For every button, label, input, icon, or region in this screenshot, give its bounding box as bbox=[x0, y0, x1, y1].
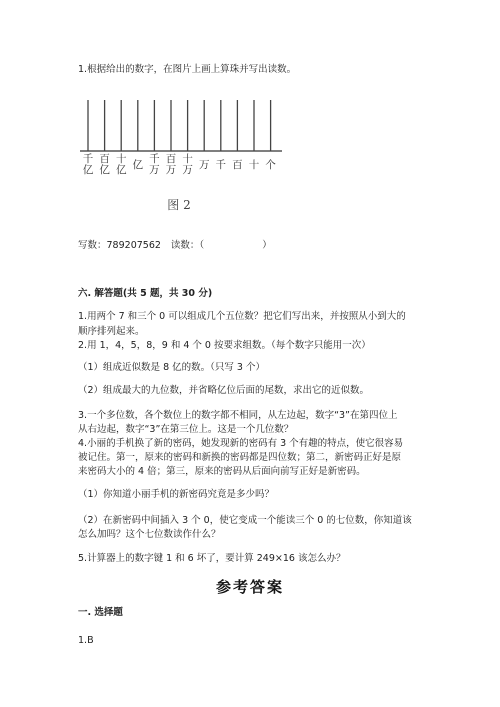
abacus-place-label: 亿 bbox=[132, 159, 144, 171]
abacus-place-label: 十 万 bbox=[182, 153, 193, 176]
read-close: ） bbox=[262, 240, 272, 251]
written-number: 789207562 bbox=[106, 240, 161, 251]
abacus-place-label: 千 亿 bbox=[82, 153, 94, 176]
question-line: （1）你知道小丽手机的新密码究竟是多少吗？ bbox=[78, 489, 275, 500]
abacus-place-label: 百 亿 bbox=[99, 153, 110, 176]
abacus-place-label: 个 bbox=[265, 159, 276, 171]
read-label: 读数：（ bbox=[170, 240, 205, 251]
answers-title: 参考答案 bbox=[215, 578, 284, 596]
abacus-place-label: 百 万 bbox=[165, 153, 177, 176]
abacus-label-row bbox=[78, 153, 284, 181]
question-line: 1.用两个 7 和三个 0 可以组成几个五位数？把它们写出来，并按照从小到大的 bbox=[78, 311, 406, 322]
write-label: 写数： bbox=[78, 240, 107, 251]
answer-first: 1.B bbox=[78, 635, 94, 646]
question-line: 顺序排列起来。 bbox=[78, 326, 145, 337]
abacus-place-label: 十 亿 bbox=[115, 153, 127, 176]
question-line: 4.小丽的手机换了新的密码，她发现新的密码有 3 个有趣的特点，使它很容易 bbox=[78, 438, 404, 449]
section-title: 六. 解答题(共 5 题，共 30 分) bbox=[78, 288, 213, 299]
question-line: 5.计算器上的数字键 1 和 6 坏了，要计算 249×16 该怎么办？ bbox=[78, 553, 346, 564]
question-line: （2）组成最大的九位数，并省略亿位后面的尾数，求出它的近似数。 bbox=[78, 385, 370, 396]
question-line: （1）组成近似数是 8 亿的数。（只写 3 个） bbox=[78, 362, 265, 373]
answer-line bbox=[78, 239, 272, 252]
question-line: 3.一个多位数，各个数位上的数字都不相同，从左边起，数字“3”在第四位上 bbox=[78, 410, 398, 421]
figure-caption: 图 2 bbox=[167, 198, 191, 212]
abacus-place-label: 千 万 bbox=[149, 153, 160, 176]
question-line: 来密码大小的 4 倍；第三，原来的密码从后面向前写正好是新密码。 bbox=[78, 466, 366, 477]
abacus-place-label: 万 bbox=[198, 159, 210, 171]
question-line: 从右边起，数字“3”在第三位上。这是一个几位数？ bbox=[78, 424, 294, 435]
abacus-place-label: 千 bbox=[215, 159, 227, 171]
abacus-place-label: 十 bbox=[248, 159, 260, 171]
question-1-instruction: 1.根据给出的数字，在图片上画上算珠并写出读数。 bbox=[78, 64, 297, 75]
question-line: 怎么加吗？这个七位数读作什么？ bbox=[78, 529, 221, 540]
question-line: 2.用 1，4，5，8，9 和 4 个 0 按要求组数。（每个数字只能用一次） bbox=[78, 340, 371, 351]
abacus-figure bbox=[78, 96, 284, 216]
abacus-place-label: 百 bbox=[232, 159, 243, 171]
answers-section: 一. 选择题 bbox=[78, 607, 123, 618]
question-line: 被记住。第一，原来的密码和新换的密码都是四位数；第二，新密码正好是原 bbox=[78, 452, 402, 463]
question-line: （2）在新密码中间插入 3 个 0，使它变成一个能读三个 0 的七位数，你知道该 bbox=[78, 515, 412, 526]
